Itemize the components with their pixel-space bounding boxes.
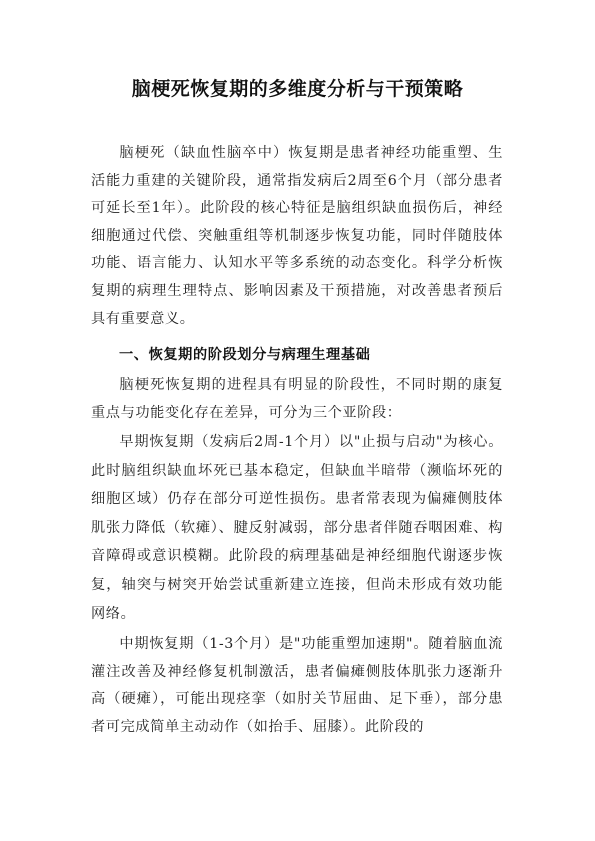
intro-paragraph xyxy=(91,140,503,333)
early-stage-paragraph xyxy=(91,428,503,628)
stages-intro-paragraph xyxy=(91,372,503,427)
paragraph-text: 脑梗死（缺血性脑卒中）恢复期是患者神经功能重塑、生活能力重建的关键阶段，通常指发病后2周至6个月（部分患者可延长至1年）。此阶段的核心特征是脑组织缺血损伤后，神经细胞通过代偿、突触重组等机制逐步恢复功能，同时伴随肢体功能、语言能力、认知水平等多系统的动态变化。科学分析恢复期的病理生理特点、影响因素及干预措施，对改善患者预后具有重要意义。 xyxy=(91,145,503,327)
middle-stage-paragraph xyxy=(91,631,503,741)
document-title: 脑梗死恢复期的多维度分析与干预策略 xyxy=(131,78,464,100)
paragraph-text: 中期恢复期（1-3个月）是"功能重塑加速期"。随着脑血流灌注改善及神经修复机制激活，患者偏瘫侧肢体肌张力逐渐升高（硬瘫），可能出现痉挛（如肘关节屈曲、足下垂），部分患者可完成简单主动动作（如抬手、屈膝）。此阶段的 xyxy=(91,636,503,735)
section-heading: 一、恢复期的阶段划分与病理生理基础 xyxy=(119,347,371,363)
paragraph-text: 早期恢复期（发病后2周-1个月）以"止损与启动"为核心。此时脑组织缺血坏死已基本稳定，但缺血半暗带（濒临坏死的细胞区域）仍存在部分可逆性损伤。患者常表现为偏瘫侧肢体肌张力降低（软瘫）、腱反射减弱，部分患者伴随吞咽困难、构音障碍或意识模糊。此阶段的病理基础是神经细胞代谢逐步恢复，轴突与树突开始尝试重新建立连接，但尚未形成有效功能网络。 xyxy=(91,434,503,622)
paragraph-text: 脑梗死恢复期的进程具有明显的阶段性，不同时期的康复重点与功能变化存在差异，可分为三个亚阶段： xyxy=(91,377,503,421)
